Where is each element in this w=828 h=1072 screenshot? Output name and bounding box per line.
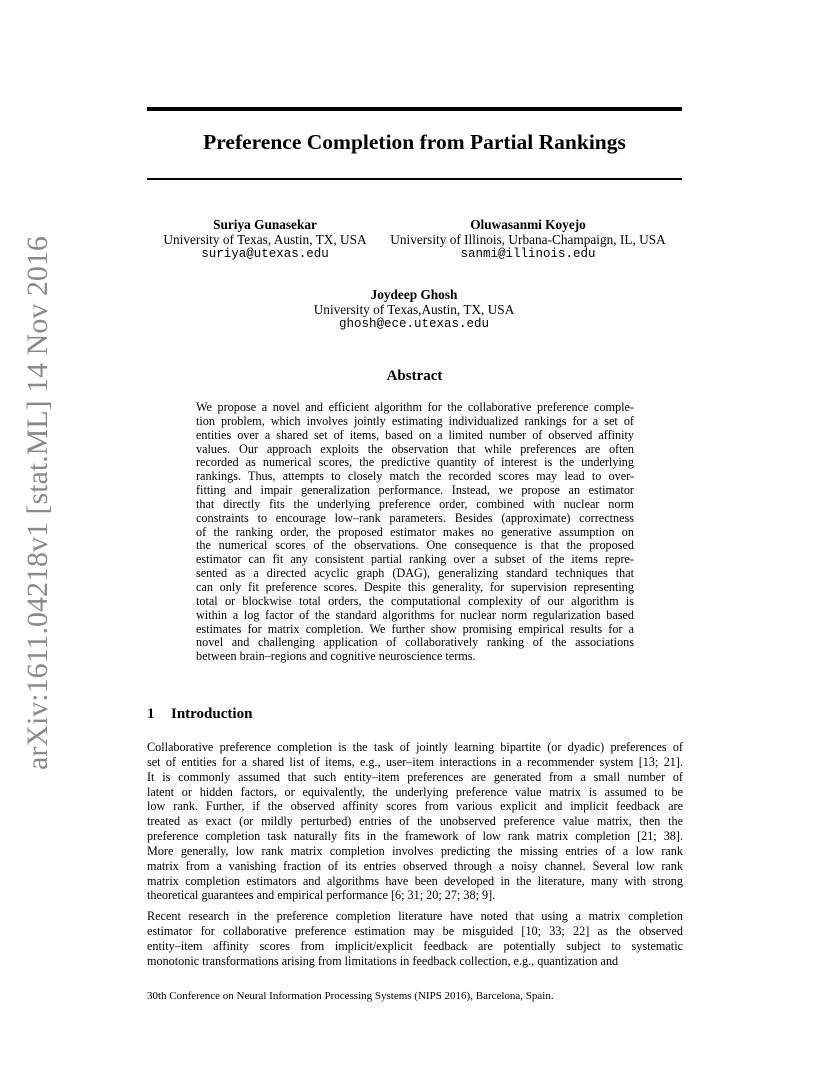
text-line: novel and challenging application of collaboratively ranking of the associations	[196, 635, 634, 650]
text-line: matrix completion estimators and algorithms have been developed in the literature, many with strong	[147, 873, 683, 888]
text-line: tion problem, which involves jointly estimating individualized rankings for a set of	[196, 413, 634, 428]
text-line: values. Our approach exploits the observation that while preferences are often	[196, 441, 634, 456]
arxiv-identifier: arXiv:1611.04218v1 [stat.ML] 14 Nov 2016	[21, 236, 54, 770]
title-rule-bottom	[147, 178, 682, 180]
abstract-body	[196, 401, 634, 664]
paper-title: Preference Completion from Partial Rankings	[203, 130, 626, 154]
title-rule-top	[147, 107, 682, 111]
text-line: low rank. Further, if the observed affinity scores from various explicit and implicit feedback are	[147, 799, 683, 814]
footer-note: 30th Conference on Neural Information Processing Systems (NIPS 2016), Barcelona, Spain.	[147, 990, 554, 1002]
author-email: ghosh@ece.utexas.edu	[338, 317, 490, 331]
text-line: latent or hidden factors, or equivalently, the underlying preference value matrix is assumed to be	[147, 784, 683, 799]
text-line: Collaborative preference completion is the task of jointly learning bipartite (or dyadic) preferences of	[147, 740, 683, 754]
text-line: can only fit preference scores. Despite this generality, for supervision representing	[196, 579, 634, 594]
section-number: 1	[147, 706, 155, 722]
text-line: entity–item affinity scores from implicit/explicit feedback are potentially subject to systematic	[147, 938, 683, 953]
author-affiliation: University of Illinois, Urbana-Champaign, IL, USA	[390, 232, 666, 247]
body-paragraph	[147, 909, 683, 968]
author-name: Joydeep Ghosh	[370, 287, 458, 302]
text-line: rankings. Thus, attempts to closely match the recorded scores may lead to over-	[196, 469, 634, 484]
text-line: theoretical guarantees and empirical performance [6; 31; 20; 27; 38; 9].	[147, 888, 496, 903]
text-line: matrix from a vanishing fraction of its entries observed through a noisy channel. Several low rank	[147, 858, 683, 873]
text-line: between brain–regions and cognitive neuroscience terms.	[196, 649, 476, 664]
text-line: set of entities for a shared list of items, e.g., user–item interactions in a recommender system [13; 21].	[147, 754, 683, 769]
text-line: of the ranking order, the proposed estimator makes no generative assumption on	[196, 524, 634, 539]
text-line: that directly fits the underlying preference order, combined with nuclear norm	[196, 496, 634, 511]
abstract-heading: Abstract	[386, 368, 443, 384]
text-line: It is commonly assumed that such entity–item preferences are generated from a small number of	[147, 769, 683, 784]
text-line: estimates for matrix completion. We further show promising empirical results for a	[196, 621, 634, 636]
author-affiliation: University of Texas,Austin, TX, USA	[313, 302, 515, 317]
text-line: preference completion task naturally fits in the framework of low rank matrix completion [21; 38].	[147, 829, 683, 844]
text-line: fitting and impair generalization performance. Instead, we propose an estimator	[196, 483, 634, 498]
author-email: sanmi@illinois.edu	[460, 247, 596, 261]
text-line: total or blockwise total orders, the computational complexity of our algorithm is	[196, 593, 634, 608]
text-line: entities over a shared set of items, based on a limited number of observed affinity	[196, 427, 634, 442]
text-line: monotonic transformations arising from limitations in feedback collection, e.g., quantization and	[147, 953, 619, 968]
author-block	[150, 217, 380, 262]
section-title: Introduction	[171, 706, 253, 722]
author-name: Oluwasanmi Koyejo	[470, 217, 586, 232]
text-line: the numerical scores of the observations. One consequence is that the proposed	[196, 538, 634, 553]
author-name: Suriya Gunasekar	[213, 217, 317, 232]
text-line: recorded as numerical scores, the predictive quantity of interest is the underlying	[196, 455, 634, 470]
author-block	[230, 287, 598, 332]
text-line: estimator for collaborative preference estimation may be misguided [10; 33; 22] as the observed	[147, 923, 683, 938]
text-line: constraints to encourage low–rank parameters. Besides (approximate) correctness	[196, 510, 634, 525]
section-heading	[147, 706, 252, 723]
author-block	[380, 217, 676, 262]
text-line: We propose a novel and efficient algorithm for the collaborative preference comple-	[196, 400, 634, 414]
text-line: estimator can fit any consistent partial ranking over a subset of the items repre-	[196, 552, 634, 567]
text-line: within a log factor of the standard algorithms for nuclear norm regularization based	[196, 607, 634, 622]
author-email: suriya@utexas.edu	[201, 247, 329, 261]
body-paragraph	[147, 740, 683, 903]
text-line: treated as exact (or mildly perturbed) entries of the unobserved preference value matrix, then the	[147, 814, 683, 829]
text-line: Recent research in the preference completion literature have noted that using a matrix completion	[147, 909, 683, 923]
author-affiliation: University of Texas, Austin, TX, USA	[163, 232, 367, 247]
text-line: sented as a directed acyclic graph (DAG), generalizing standard techniques that	[196, 566, 634, 581]
text-line: More generally, low rank matrix completion involves predicting the missing entries of a low rank	[147, 843, 683, 858]
